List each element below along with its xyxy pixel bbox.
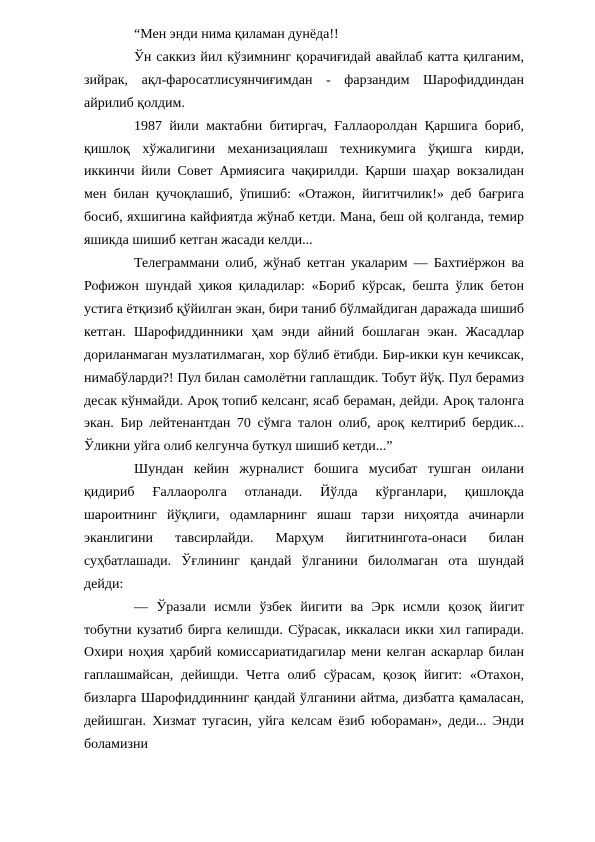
paragraph-quote-opening: “Мен энди нима қиламан дунёда!! — [134, 27, 339, 42]
paragraph-loss-of-son: Ўн саккиз йил кўзимнинг қорачиғидай авайлаб катта қилганим, зийрак, ақл-фаросатлисуянчиғимдан - фарзандим Шарофиддиндан айрилиб қолдим. — [84, 49, 524, 111]
paragraph-journalist-visit: Шундан кейин журналист бошига мусибат тушган оилани қидириб Ғаллаоролга отланади. Йўлда кўрганлари, қишлоқда шароитнинг йўқлиги, одамларнинг яшаш тарзи ниҳоятда ачинарли эканлигини тавсирлайди. Марҳум йигитнингота-онаси билан суҳбатлашади. Ўғлининг қандай ўлганини билолмаган ота шундай дейди: — [84, 462, 524, 592]
paragraph-telegram-story: Телеграммани олиб, жўнаб кетган укаларим — Бахтиёржон ва Рофижон шундай ҳикоя қиладилар: «Бориб кўрсак, бешта ўлик бетон устига ётқизиб қўйилган экан, бири таниб бўлмайдиган даражада шишиб кетган. Шарофиддинники ҳам энди айний бошлаган экан. Жасадлар дориланмаган музлатилмаган, хор бўлиб ётибди. Бир-икки кун кечиксак, нимабўларди?! Пул билан самолётни гаплашдик. Тобут йўқ. Пул берамиз десак кўнмайди. Ароқ топиб келсанг, ясаб бераман, дейди. Ароқ талонга экан. Бир лейтенантдан 70 сўмга талон олиб, ароқ келтириб бердик... Ўликни уйга олиб келгунча буткул шишиб кетди...” — [84, 256, 524, 455]
document-body — [84, 24, 524, 757]
paragraph-father-account: — Ўразали исмли ўзбек йигити ва Эрк исмли қозоқ йигит тобутни кузатиб бирга келишди. Сўрасак, иккаласи икки хил гапиради. Охири ноҳия ҳарбий комиссариатидагилар мени келган аскарлар билан гаплашмайсан, дейишди. Четга олиб сўрасам, қозоқ йигит: «Отахон, бизларга Шарофиддиннинг қандай ўлганини айтма, дизбатга қамаласан, дейишган. Хизмат тугасин, уйга келсам ёзиб юбораман», деди... Энди боламизни — [84, 599, 524, 753]
paragraph-army-service: 1987 йили мактабни битиргач, Ғаллаоролдан Қаршига бориб, қишлоқ хўжалигини механизациялаш техникумига ўқишга кирди, иккинчи йили Совет Армиясига чақирилди. Қарши шаҳар вокзалидан мен билан қучоқлашиб, ўпишиб: «Отажон, йигитчилик!» деб бағрига босиб, яхшигина кайфиятда жўнаб кетди. Мана, беш ой қолганда, темир яшикда шишиб кетган жасади келди... — [84, 118, 524, 249]
